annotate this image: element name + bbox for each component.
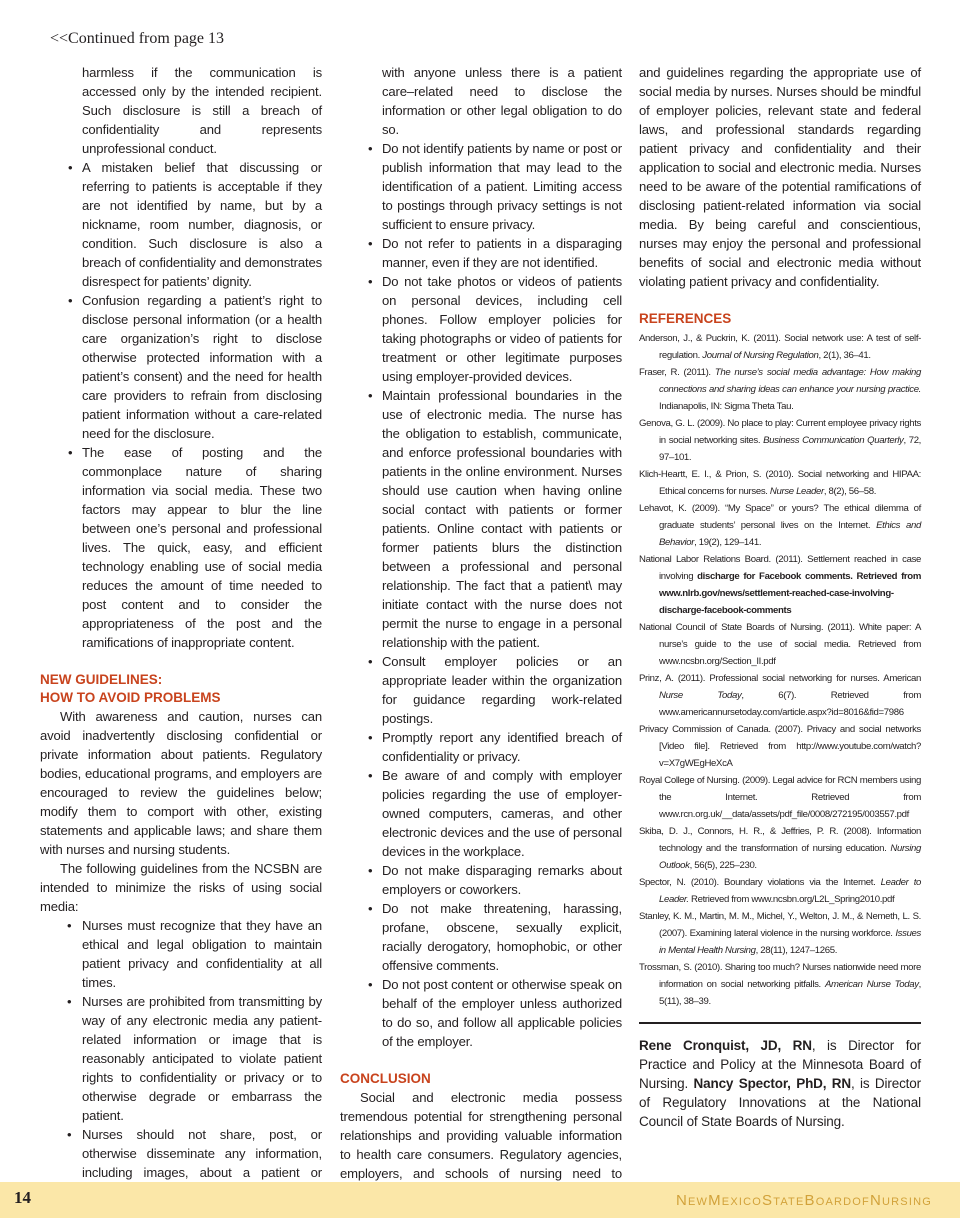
divider xyxy=(639,1022,921,1024)
references-list xyxy=(639,330,921,1010)
section-heading-line-1: NEW GUIDELINES: xyxy=(40,672,163,687)
reference-item xyxy=(639,670,921,721)
list-item: • Nurses should not share, post, or otherwise disseminate any information, including images, about a patient or xyxy=(40,1125,322,1220)
list-item: • Do not take photos or videos of patients on personal devices, including cell phones. Follow employer policies for taking photographs or video of patients for treatment or other legitimate purposes using employer-provided devices. xyxy=(340,272,622,386)
reference-title: The nurse’s social media advantage: How making connections and sharing ideas can enhance your nursing practice. xyxy=(659,367,921,395)
reference-text: Lehavot, K. (2009). “My Space” or yours? The ethical dilemma of graduate students’ personal lives on the Internet. xyxy=(639,503,921,531)
reference-text: Prinz, A. (2011). Professional social networking for nurses. American xyxy=(639,673,921,684)
footer-bar xyxy=(0,1182,960,1218)
conclusion-heading: CONCLUSION xyxy=(340,1071,431,1086)
bullet-continuation: harmless if the communication is accessed only by the intended recipient. Such disclosure is still a breach of confidentiality and represents unprofessional conduct. xyxy=(82,65,322,156)
list-item: • Do not make disparaging remarks about employers or coworkers. xyxy=(340,861,622,899)
bullet-list xyxy=(340,139,622,1051)
author-description: , is Director of Regulatory Innovations at the National Council of State Boards of Nursing. xyxy=(639,1076,921,1129)
reference-text: National Labor Relations Board. (2011). Settlement reached in case involving xyxy=(639,554,921,582)
reference-item xyxy=(639,551,921,619)
reference-text: Fraser, R. (2011). xyxy=(639,367,715,378)
reference-title: Nursing Outlook xyxy=(659,843,921,871)
section-heading-line-2: HOW TO AVOID PROBLEMS xyxy=(40,690,221,705)
reference-title: Nurse Leader xyxy=(769,486,824,497)
list-item: • Consult employer policies or an appropriate leader within the organization for guidance regarding work-related postings. xyxy=(340,652,622,728)
reference-text: Klich-Heartt, E. I., & Prion, S. (2010). Social networking and HIPAA: Ethical concerns for nurses. xyxy=(639,469,921,497)
reference-text: Spector, N. (2010). Boundary violations via the Internet. xyxy=(639,877,881,888)
reference-item xyxy=(639,721,921,772)
publication-name: NewMexicoStateBoardofNursing xyxy=(675,1192,932,1209)
reference-item xyxy=(639,908,921,959)
reference-text: Trossman, S. (2010). Sharing too much? Nurses nationwide need more information on social networking pitfalls. xyxy=(639,962,921,990)
reference-item xyxy=(639,364,921,415)
column-2 xyxy=(340,63,622,1202)
continued-from-note: <<Continued from page 13 xyxy=(50,30,225,47)
reference-item xyxy=(639,959,921,1010)
reference-text: , 5(11), 38–39. xyxy=(659,979,921,1007)
reference-bold-text: discharge for Facebook comments. Retrieved from www.nlrb.gov/news/settlement-reached-case-involving-discharge-facebook-comments xyxy=(659,571,921,616)
reference-text: Genova, G. L. (2009). No place to play: Current employee privacy rights in social networking sites. xyxy=(639,418,921,446)
author-name: Nancy Spector, PhD, RN xyxy=(693,1076,852,1091)
page-number: 14 xyxy=(14,1188,31,1207)
column-3 xyxy=(639,63,921,1131)
reference-text: Privacy Commission of Canada. (2007). Privacy and social networks [Video file]. Retrieved from http://www.youtube.com/watch?v=X7gWEgHeXcA xyxy=(639,724,921,769)
author-name: Rene Cronquist, JD, RN xyxy=(639,1038,812,1053)
reference-title: Journal of Nursing Regulation xyxy=(702,350,819,361)
reference-text: , 28(11), 1247–1265. xyxy=(755,945,838,956)
reference-item xyxy=(639,500,921,551)
references-heading: REFERENCES xyxy=(639,311,732,326)
list-item: • Do not make threatening, harassing, profane, obscene, sexually explicit, racially derogatory, homophobic, or other offensive comments. xyxy=(340,899,622,975)
reference-title: Nurse Today xyxy=(659,690,742,701)
list-item: • Maintain professional boundaries in the use of electronic media. The nurse has the obligation to establish, communicate, and enforce professional boundaries with patients in the online environment. Nurses should use caution when having online social contact with patients or former patients. Online contact with patients or former patients blurs the distinction between a professional and personal relationship. The fact that a patient\ may initiate contact with the nurse does not permit the nurse to engage in a personal relationship with the patient. xyxy=(340,386,622,652)
reference-item xyxy=(639,619,921,670)
reference-text: Royal College of Nursing. (2009). Legal advice for RCN members using the Internet. Retrieved from www.rcn.org.uk/__data/assets/pdf_file/0008/272195/003557.pdf xyxy=(639,775,921,820)
paragraph: and guidelines regarding the appropriate use of social media by nurses. Nurses should be mindful of employer policies, relevant state and federal laws, and professional standards regarding patient privacy and confidentiality and their application to social and electronic media. Nurses need to be aware of the potential ramifications of disclosing patient-related information via social media. By being careful and conscientious, nurses may enjoy the personal and professional benefits of social and electronic media without violating patient privacy and confidentiality. xyxy=(639,65,921,289)
reference-text: Anderson, J., & Puckrin, K. (2011). Social network use: A test of self-regulation. xyxy=(639,333,921,361)
reference-title: Business Communication Quarterly xyxy=(763,435,904,446)
list-item: • Nurses are prohibited from transmitting by way of any electronic media any patient-related information or image that is reasonably anticipated to violate patient rights to confidentiality or privacy or to otherwise degrade or embarrass the patient. xyxy=(40,992,322,1125)
bullet-continuation: with anyone unless there is a patient care–related need to disclose the information or other legal obligation to do so. xyxy=(382,65,622,137)
author-bio-1 xyxy=(639,1036,921,1131)
reference-title: Ethics and Behavior xyxy=(659,520,921,548)
reference-item xyxy=(639,772,921,823)
reference-text: , 2(1), 36–41. xyxy=(818,350,871,361)
reference-item xyxy=(639,415,921,466)
bullet-list xyxy=(40,158,322,652)
list-item: • Do not post content or otherwise speak on behalf of the employer unless authorized to do so, and follow all applicable policies of the employer. xyxy=(340,975,622,1051)
reference-text: , 56(5), 225–230. xyxy=(689,860,757,871)
reference-item xyxy=(639,874,921,908)
reference-text: Indianapolis, IN: Sigma Theta Tau. xyxy=(659,401,794,412)
reference-text: National Council of State Boards of Nursing. (2011). White paper: A nurse’s guide to the use of social media. Retrieved from www.ncsbn.org/Section_II.pdf xyxy=(639,622,921,667)
list-item: • Nurses must recognize that they have an ethical and legal obligation to maintain patient privacy and confidentiality at all times. xyxy=(40,916,322,992)
reference-item xyxy=(639,330,921,364)
list-item: • Promptly report any identified breach of confidentiality or privacy. xyxy=(340,728,622,766)
list-item: • A mistaken belief that discussing or referring to patients is acceptable if they are not identified by name, but by a nickname, room number, diagnosis, or condition. Such disclosure is also a breach of confidentiality and demonstrates disrespect for patients’ dignity. xyxy=(40,158,322,291)
reference-text: Retrieved from www.ncsbn.org/L2L_Spring2010.pdf xyxy=(688,894,895,905)
paragraph: The following guidelines from the NCSBN are intended to minimize the risks of using social media: xyxy=(40,861,322,914)
guidelines-list xyxy=(40,916,322,1220)
list-item: • Do not refer to patients in a disparaging manner, even if they are not identified. xyxy=(340,234,622,272)
reference-text: Skiba, D. J., Connors, H. R., & Jeffries, P. R. (2008). Information technology and the transformation of nursing education. xyxy=(639,826,921,854)
reference-title: Issues in Mental Health Nursing xyxy=(659,928,921,956)
reference-text: Stanley, K. M., Martin, M. M., Michel, Y., Welton, J. M., & Nemeth, L. S. (2007). Examining lateral violence in the nursing workforce. xyxy=(639,911,921,939)
column-1 xyxy=(40,63,322,1220)
reference-text: , 72, 97–101. xyxy=(659,435,921,463)
reference-item xyxy=(639,823,921,874)
list-item: • Confusion regarding a patient’s right to disclose personal information (or a health care organization’s right to disclose otherwise protected information with a patient’s consent) and the need for health care providers to refrain from disclosing patient information without a care-related need for the disclosure. xyxy=(40,291,322,443)
reference-text: , 8(2), 56–58. xyxy=(823,486,877,497)
list-item: • Be aware of and comply with employer policies regarding the use of employer-owned computers, cameras, and other electronic devices and the use of personal devices in the workplace. xyxy=(340,766,622,861)
reference-title: American Nurse Today xyxy=(824,979,919,990)
paragraph: Social and electronic media possess tremendous potential for strengthening personal relationships and providing valuable information to health care consumers. Regulatory agencies, employers, and schools of nursing need to xyxy=(340,1090,622,1181)
list-item: • The ease of posting and the commonplace nature of sharing information via social media. These two factors may appear to blur the line between one’s personal and professional lives. The quick, easy, and efficient technology enabling use of social media reduces the amount of time needed to post content and to consider the appropriateness of the post and the ramifications of inappropriate content. xyxy=(40,443,322,652)
reference-text: , 19(2), 129–141. xyxy=(694,537,762,548)
reference-title: Leader to Leader. xyxy=(659,877,922,905)
paragraph: With awareness and caution, nurses can avoid inadvertently disclosing confidential or private information about patients. Regulatory bodies, educational programs, and employers are encouraged to review the guidelines below; modify them to comport with other, existing statements and applicable laws; and share them with nurses and nursing students. xyxy=(40,709,322,857)
list-item: • Do not identify patients by name or post or publish information that may lead to the identification of a patient. Limiting access to postings through privacy settings is not sufficient to ensure privacy. xyxy=(340,139,622,234)
author-description: , is Director for Practice and Policy at the Minnesota Board of Nursing. xyxy=(639,1038,921,1091)
reference-text: , 6(7). Retrieved from www.americannursetoday.com/article.aspx?id=8016&fid=7986 xyxy=(659,690,921,718)
reference-item xyxy=(639,466,921,500)
